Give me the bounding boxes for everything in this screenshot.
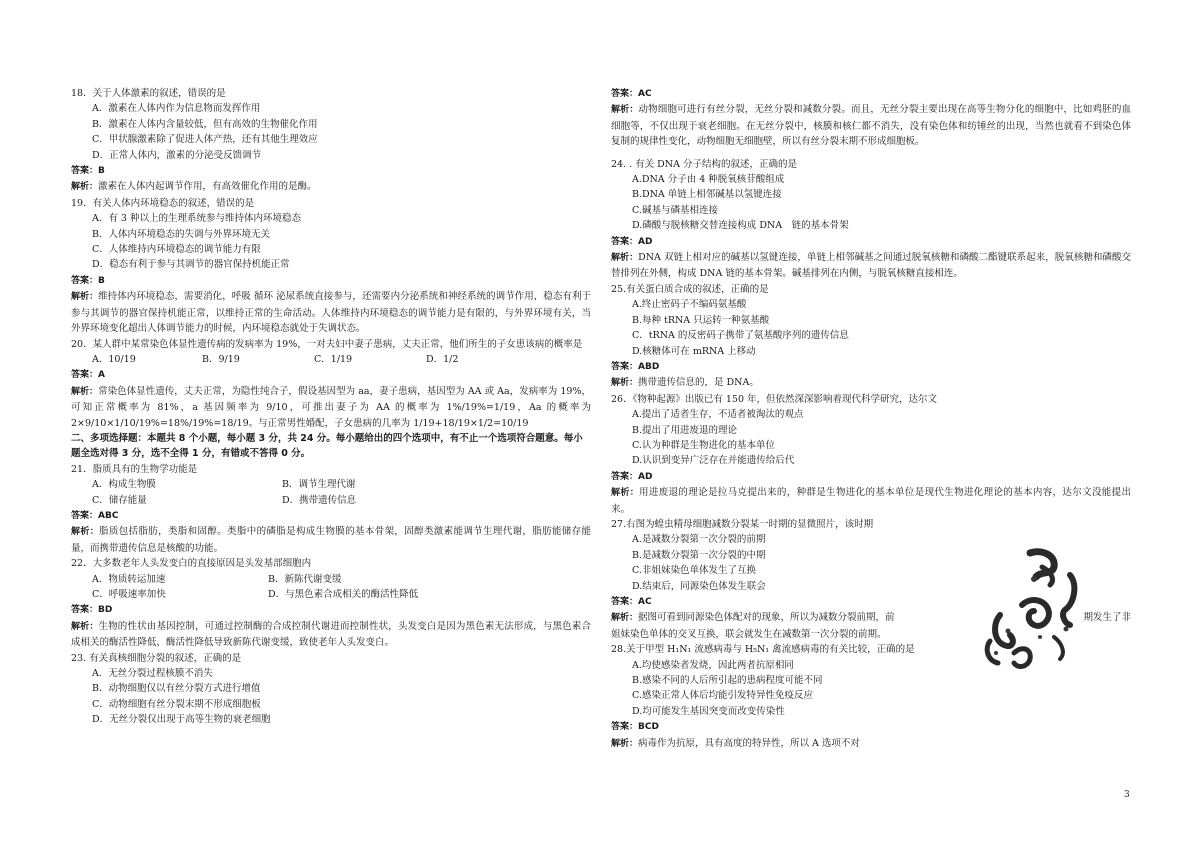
q23-option-d: D．无丝分裂仅出现于高等生物的衰老细胞 <box>92 714 271 726</box>
q28-option-c: C.感染正常人体后均能引发特异性免疫反应 <box>632 690 813 702</box>
q19-option-a: A．有 3 种以上的生理系统参与维持体内环境稳态 <box>92 213 301 225</box>
q20-option-a: A．10/19 <box>92 353 136 365</box>
q26-option-d: D.认识到变异广泛存在并能遗传给后代 <box>632 455 795 467</box>
q22-option-b: B．新陈代谢变缓 <box>268 573 342 585</box>
q25-option-a: A.终止密码子不编码氨基酸 <box>632 299 747 311</box>
q26-analysis: 解析：用进废退的理论是拉马克提出来的，种群是生物进化的基本单位是现代生物进化理论的基本内容，达尔文没能提出来。 <box>611 487 1131 515</box>
q23-option-a: A．无丝分裂过程核膜不消失 <box>92 668 213 680</box>
q26-option-a: A.提出了适者生存，不适者被淘汰的观点 <box>632 409 804 421</box>
q24-answer: 答案：AD <box>611 236 653 247</box>
left-column <box>71 86 591 728</box>
q25-option-c: C．tRNA 的反密码子携带了氨基酸序列的遗传信息 <box>632 330 849 342</box>
q27-option-d: D.结束后，同源染色体发生联会 <box>632 580 766 592</box>
q26-option-c: C.认为种群是生物进化的基本单位 <box>632 439 775 451</box>
q18-analysis: 解析：激素在人体内起调节作用，有高效催化作用的是酶。 <box>71 181 317 193</box>
q26-option-b: B.提出了用进废退的理论 <box>632 424 738 436</box>
q22-options-row2 <box>71 587 591 602</box>
q18-answer: 答案：B <box>71 166 105 177</box>
q21-options-row1 <box>71 477 591 492</box>
q21-option-c: C．储存能量 <box>92 494 147 506</box>
q20-option-b: B．9/19 <box>202 353 240 365</box>
q25-analysis: 解析：携带遗传信息的，是 DNA。 <box>611 377 759 389</box>
q28-option-d: D.均可能发生基因突变而改变传染性 <box>632 705 785 717</box>
page-number: 3 <box>1124 790 1130 800</box>
q19-analysis: 解析：维持体内环境稳态，需要消化，呼吸 循环 泌尿系统直接参与，还需要内分泌系统和神经系统的调节作用，稳态有利于参与其调节的器官保持机能正常，以维持正常的生命活动。人体维持内环境稳态的调节能力是有限的，与外界环境有关，当外界环境变化超出人体调节能力的时候，内环境稳态就处于失调状态。 <box>71 291 591 335</box>
q21-option-d: D．携带遗传信息 <box>282 494 357 506</box>
q27-option-a: A.是减数分裂第一次分裂的前期 <box>632 534 766 546</box>
q27-option-c: C.非姐妹染色单体发生了互换 <box>632 565 756 577</box>
q28-option-b: B.感染不同的人后所引起的患病程度可能不同 <box>632 675 823 687</box>
q25-option-d: D.核糖体可在 mRNA 上移动 <box>632 345 756 357</box>
q22-option-a: A．物质转运加速 <box>92 573 166 585</box>
q19-answer: 答案：B <box>71 275 105 286</box>
q27-stem: 27.右图为蝗虫精母细胞减数分裂某一时期的显微照片，该时期 <box>611 518 874 530</box>
q24-option-b: B.DNA 单链上相邻碱基以氢键连接 <box>632 189 782 201</box>
q21-option-a: A．构成生物膜 <box>92 479 156 491</box>
q22-option-d: D．与黑色素合成相关的酶活性降低 <box>268 589 419 600</box>
q25-answer: 答案：ABD <box>611 361 660 372</box>
q20-answer: 答案：A <box>71 370 105 381</box>
q27-answer: 答案：AC <box>611 597 652 607</box>
q25-stem: 25.有关蛋白质合成的叙述，正确的是 <box>611 283 769 295</box>
q25-option-b: B.每种 tRNA 只运转一种氨基酸 <box>632 314 770 326</box>
q28-option-a: A.均使感染者发烧，因此两者抗原相同 <box>632 659 794 671</box>
q18-option-d: D．正常人体内，激素的分泌受反馈调节 <box>92 149 262 161</box>
q19-option-c: C．人体维持内环境稳态的调节能力有限 <box>92 244 261 256</box>
q23-stem: 23. 有关真核细胞分裂的叙述，正确的是 <box>71 652 242 664</box>
q19-option-d: D．稳态有利于参与其调节的器官保持机能正常 <box>92 259 290 271</box>
q23-option-c: C．动物细胞有丝分裂末期不形成细胞板 <box>92 698 261 710</box>
q21-answer: 答案：ABC <box>71 510 119 521</box>
q28-answer: 答案：BCD <box>611 722 659 733</box>
q27-option-b: B.是减数分裂第一次分裂的中期 <box>632 549 766 561</box>
q22-option-c: C．呼吸速率加快 <box>92 589 166 600</box>
q23-analysis: 解析：动物细胞可进行有丝分裂，无丝分裂和减数分裂。而且，无丝分裂主要出现在高等生物分化的细胞中，比如鸡胚的血细胞等，不仅出现于衰老细胞。在无丝分裂中，核膜和核仁都不消失，没有染色体和纺锤丝的出现，当然也就看不到染色体复制的规律性变化，动物细胞无细胞壁，所以有丝分裂末期不形成细胞板。 <box>611 104 1131 148</box>
q18-stem: 18．关于人体激素的叙述，错误的是 <box>71 88 226 99</box>
q22-analysis: 解析：生物的性状由基因控制，可通过控制酶的合成控制代谢进而控制性状，头发变白是因为黑色素无法形成，与黑色素合成相关的酶活性降低，酶活性降低导致新陈代谢变缓，致使老年人头发变白。 <box>71 620 591 649</box>
q21-stem: 21．脂质具有的生物学功能是 <box>71 463 198 475</box>
q28-analysis: 解析：病毒作为抗原，具有高度的特异性，所以 A 选项不对 <box>611 737 860 749</box>
q20-analysis: 解析：常染色体显性遗传，丈夫正常，为隐性纯合子，假设基因型为 aa，妻子患病，基因型为 AA 或 Aa，发病率为 19%，可知正常概率为 81%，a 基因频率为 9/10，可推出妻子为 AA 的概率为 1%/19%=1/19，Aa 的概率为 2×9/10×1/10/19%=18%/19%=18/19。与正常男性婚配，子女患病的几率为 1/19+18/19×1/2=10/19 <box>71 385 591 429</box>
q22-options-row1 <box>71 572 591 587</box>
q23-answer: 答案：AC <box>611 89 652 99</box>
q20-option-d: D．1/2 <box>426 353 459 365</box>
q18-option-a: A．激素在人体内作为信息物而发挥作用 <box>92 103 261 115</box>
q26-answer: 答案：AD <box>611 471 653 482</box>
chromosome-micrograph <box>970 545 1090 675</box>
q26-stem: 26．《物种起源》出版已有 150 年，但依然深深影响着现代科学研究，达尔文 <box>611 393 938 405</box>
q21-options-row2 <box>71 493 591 508</box>
q24-option-a: A.DNA 分子由 4 种脱氧核苷酸组成 <box>632 174 785 186</box>
q19-option-b: B．人体内环境稳态的失调与外界环境无关 <box>92 228 270 240</box>
q24-option-c: C.碱基与磷基相连接 <box>632 204 718 216</box>
q20-options <box>71 352 591 367</box>
q21-option-b: B．调节生理代谢 <box>282 479 356 491</box>
q21-analysis: 解析：脂质包括脂肪，类脂和固醇。类脂中的磷脂是构成生物膜的基本骨架，固醇类激素能调节生理代谢，脂肪能储存能量，而携带遗传信息是核酸的功能。 <box>71 526 591 554</box>
q24-stem: 24. . 有关 DNA 分子结构的叙述，正确的是 <box>611 158 797 170</box>
q18-option-b: B．激素在人体内含量较低，但有高效的生物催化作用 <box>92 118 318 130</box>
q18-option-c: C．甲状腺激素除了促进人体产热，还有其他生理效应 <box>92 134 318 146</box>
q20-option-c: C．1/19 <box>314 353 353 365</box>
q24-option-d: D.磷酸与脱核糖交替连接构成 DNA 链的基本骨架 <box>632 220 849 232</box>
q24-analysis: 解析：DNA 双链上相对应的碱基以氢键连接，单链上相邻碱基之间通过脱氧核糖和磷酸二酯键联系起来，脱氧核糖和磷酸交替排列在外侧，构成 DNA 链的基本骨架。碱基排列在内侧，与脱氧核糖直接相连。 <box>611 252 1131 280</box>
q23-option-b: B．动物细胞仅以有丝分裂方式进行增值 <box>92 683 261 695</box>
q22-answer: 答案：BD <box>71 605 113 616</box>
q27-analysis-line2: 姐妹染色单体的交叉互换，联会就发生在减数第一次分裂的前期。 <box>611 628 887 640</box>
q27-analysis: 解析：据图可看到同源染色体配对的现象，所以为减数分裂前期，前 期发生了非 <box>611 612 1131 624</box>
q19-stem: 19．有关人体内环境稳态的叙述，错误的是 <box>71 197 255 209</box>
q22-stem: 22．大多数老年人头发变白的直接原因是头发基部细胞内 <box>71 558 312 570</box>
section-2-heading: 二、多项选择题：本题共 8 个小题，每小题 3 分，共 24 分。每小题给出的四个选项中，有不止一个选项符合题意。每小题全选对得 3 分，选不全得 1 分，有错或不答得 0 分。 <box>71 432 583 460</box>
q28-stem: 28.关于甲型 H₁N₁ 流感病毒与 H₅N₁ 禽流感病毒的有关比较，正确的是 <box>611 644 915 656</box>
q20-stem: 20．某人群中某常染色体显性遗传病的发病率为 19%，一对夫妇中妻子患病，丈夫正常，他们所生的子女患该病的概率是 <box>71 338 583 350</box>
